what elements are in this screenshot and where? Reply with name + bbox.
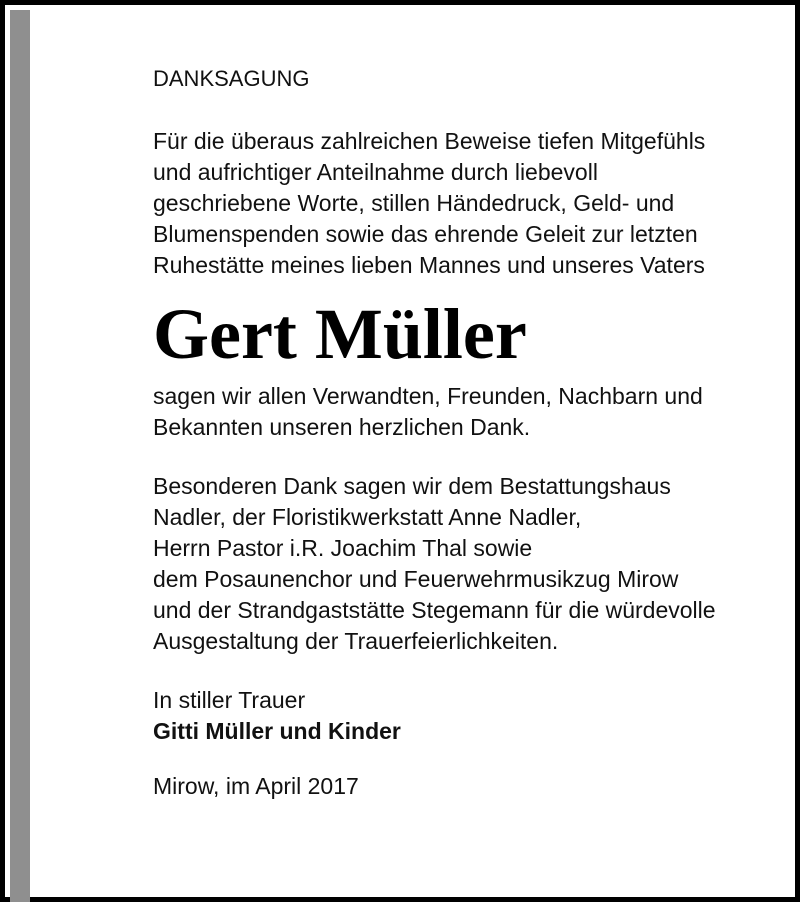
deceased-name: Gert Müller [153, 294, 527, 374]
spacer [153, 443, 793, 471]
side-bar [10, 10, 30, 902]
place-date-block [153, 771, 793, 802]
signatories: Gitti Müller und Kinder [153, 718, 401, 744]
special-thanks-line: dem Posaunenchor und Feuerwehrmusikzug Mirow [153, 566, 679, 592]
thanks-line: sagen wir allen Verwandten, Freunden, Nachbarn und [153, 383, 703, 409]
closing-block [153, 685, 793, 747]
spacer [153, 747, 793, 771]
special-thanks-line: Besonderen Dank sagen wir dem Bestattungshaus [153, 473, 671, 499]
thanks-paragraph [153, 381, 793, 443]
special-thanks-line: und der Strandgaststätte Stegemann für die würdevolle [153, 597, 716, 623]
intro-paragraph [153, 126, 793, 281]
special-thanks-line: Nadler, der Floristikwerkstatt Anne Nadler, [153, 504, 582, 530]
intro-line: geschriebene Worte, stillen Händedruck, Geld- und [153, 190, 675, 216]
intro-line: Für die überaus zahlreichen Beweise tiefen Mitgefühls [153, 128, 706, 154]
special-thanks-paragraph [153, 471, 793, 657]
spacer [153, 657, 793, 685]
mourning-label: In stiller Trauer [153, 687, 306, 713]
special-thanks-line: Herrn Pastor i.R. Joachim Thal sowie [153, 535, 533, 561]
intro-line: und aufrichtiger Anteilnahme durch liebevoll [153, 159, 598, 185]
special-thanks-line: Ausgestaltung der Trauerfeierlichkeiten. [153, 628, 559, 654]
thanks-line: Bekannten unseren herzlichen Dank. [153, 414, 531, 440]
notice-heading: DANKSAGUNG [153, 66, 310, 91]
notice-content [153, 63, 793, 802]
intro-line: Ruhestätte meines lieben Mannes und unseres Vaters [153, 252, 705, 278]
intro-line: Blumenspenden sowie das ehrende Geleit zur letzten [153, 221, 698, 247]
place-date: Mirow, im April 2017 [153, 773, 359, 799]
